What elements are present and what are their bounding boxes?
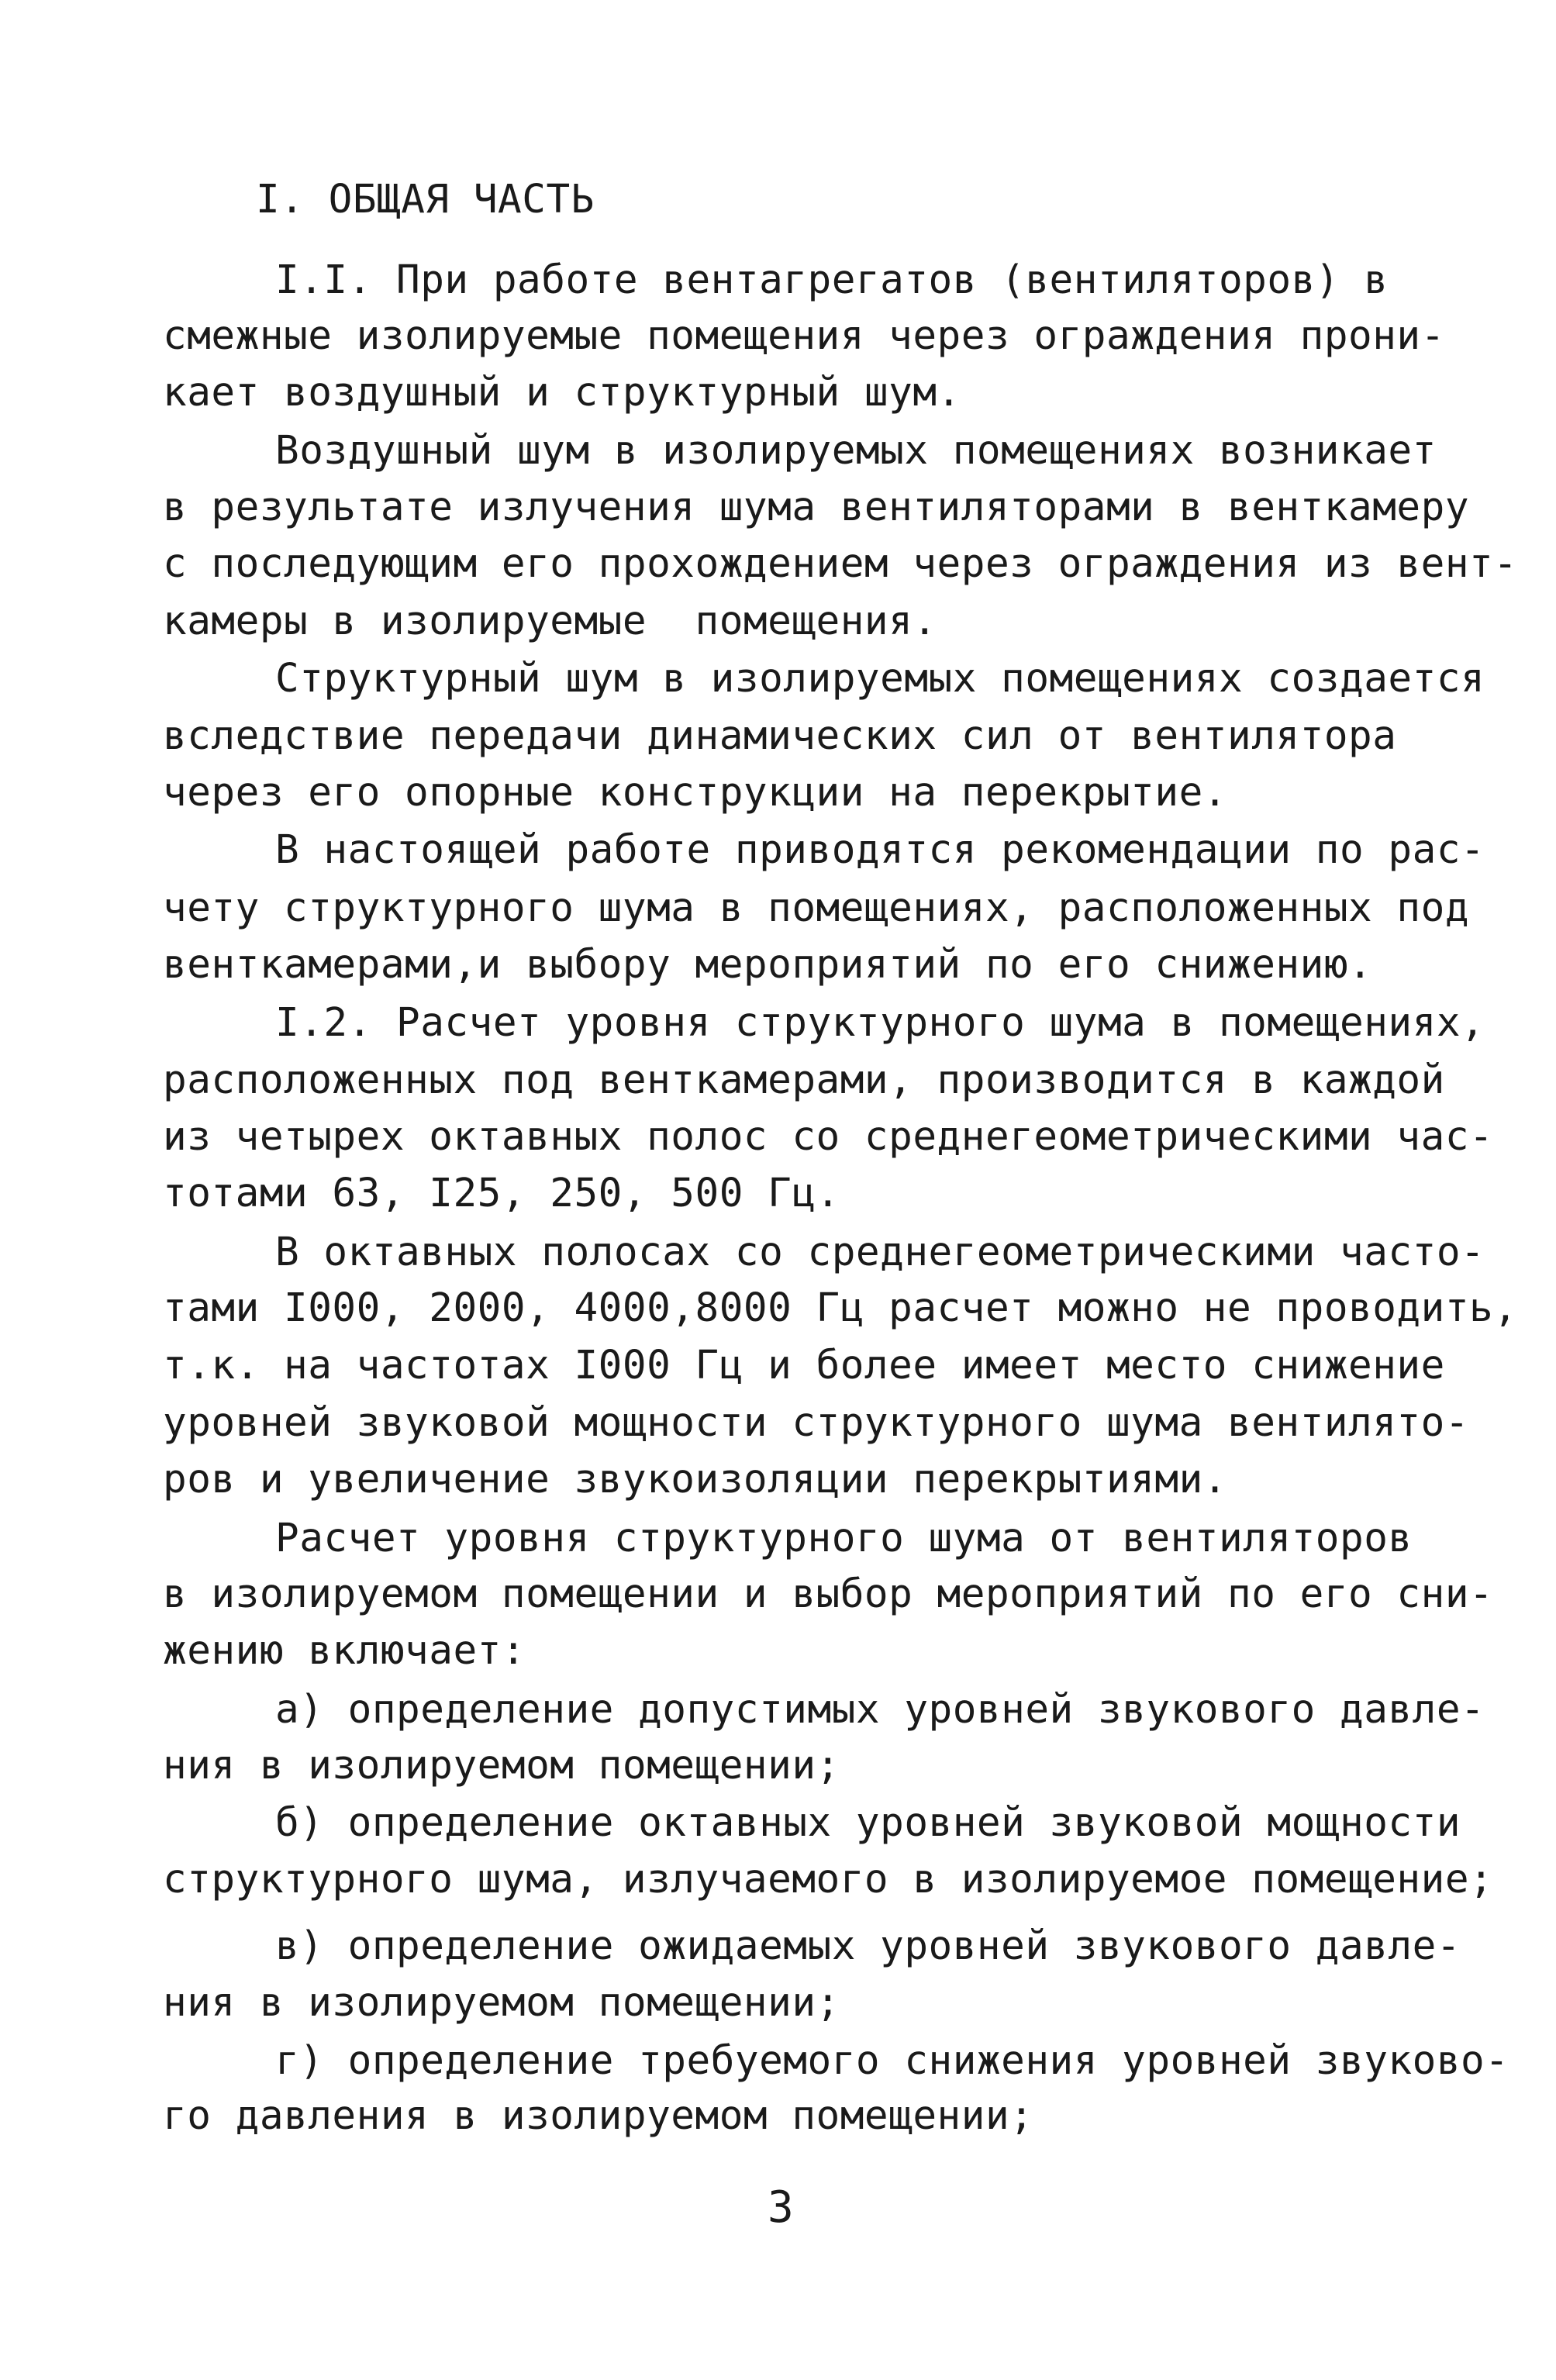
text-line: В октавных полосах со среднегеометрическими часто- [275, 1230, 1485, 1275]
text-line: смежные изолируемые помещения через ограждения прони- [163, 313, 1445, 359]
list-item-continuation: ния в изолируемом помещении; [163, 1743, 840, 1788]
text-line: расположенных под венткамерами, производится в каждой [163, 1057, 1445, 1103]
text-line: через его опорные конструкции на перекрытие. [163, 770, 1228, 816]
text-line: Структурный шум в изолируемых помещениях создается [275, 656, 1485, 702]
text-line: с последующим его прохождением через ограждения из вент- [163, 541, 1518, 587]
text-line: чету структурного шума в помещениях, расположенных под [163, 885, 1470, 931]
text-line: I.2. Расчет уровня структурного шума в помещениях, [275, 1000, 1485, 1046]
page-number: 3 [768, 2182, 794, 2233]
text-line: из четырех октавных полос со среднегеометрическими час- [163, 1114, 1494, 1160]
text-line: в изолируемом помещении и выбор мероприятий по его сни- [163, 1571, 1494, 1617]
text-line: т.к. на частотах I000 Гц и более имеет место снижение [163, 1343, 1445, 1388]
text-line: I.I. При работе вентагрегатов (вентиляторов) в [275, 257, 1389, 303]
text-line: уровней звуковой мощности структурного шума вентилято- [163, 1400, 1470, 1446]
list-item: г) определение требуемого снижения уровней звуково- [275, 2038, 1509, 2084]
list-item: б) определение октавных уровней звуковой мощности [275, 1800, 1461, 1846]
text-line: вследствие передачи динамических сил от вентилятора [163, 713, 1397, 759]
text-line: В настоящей работе приводятся рекомендации по рас- [275, 827, 1485, 873]
text-line: в результате излучения шума вентиляторами в венткамеру [163, 485, 1470, 530]
list-item-continuation: го давления в изолируемом помещении; [163, 2093, 1034, 2139]
text-line: тами I000, 2000, 4000,8000 Гц расчет можно не проводить, [163, 1285, 1518, 1331]
section-heading: I. ОБЩАЯ ЧАСТЬ [256, 177, 595, 222]
list-item: в) определение ожидаемых уровней звукового давле- [275, 1923, 1461, 1969]
text-line: тотами 63, I25, 250, 500 Гц. [163, 1171, 840, 1216]
text-line: камеры в изолируемые помещения. [163, 598, 937, 644]
list-item: а) определение допустимых уровней звукового давле- [275, 1687, 1485, 1733]
text-line: кает воздушный и структурный шум. [163, 370, 961, 416]
text-line: Расчет уровня структурного шума от вентиляторов [275, 1516, 1413, 1561]
text-line: венткамерами,и выбору мероприятий по его снижению. [163, 942, 1373, 988]
text-line: ров и увеличение звукоизоляции перекрытиями. [163, 1457, 1228, 1502]
text-line: Воздушный шум в изолируемых помещениях возникает [275, 428, 1437, 474]
text-line: жению включает: [163, 1628, 526, 1674]
list-item-continuation: ния в изолируемом помещении; [163, 1980, 840, 2026]
list-item-continuation: структурного шума, излучаемого в изолируемое помещение; [163, 1857, 1494, 1902]
